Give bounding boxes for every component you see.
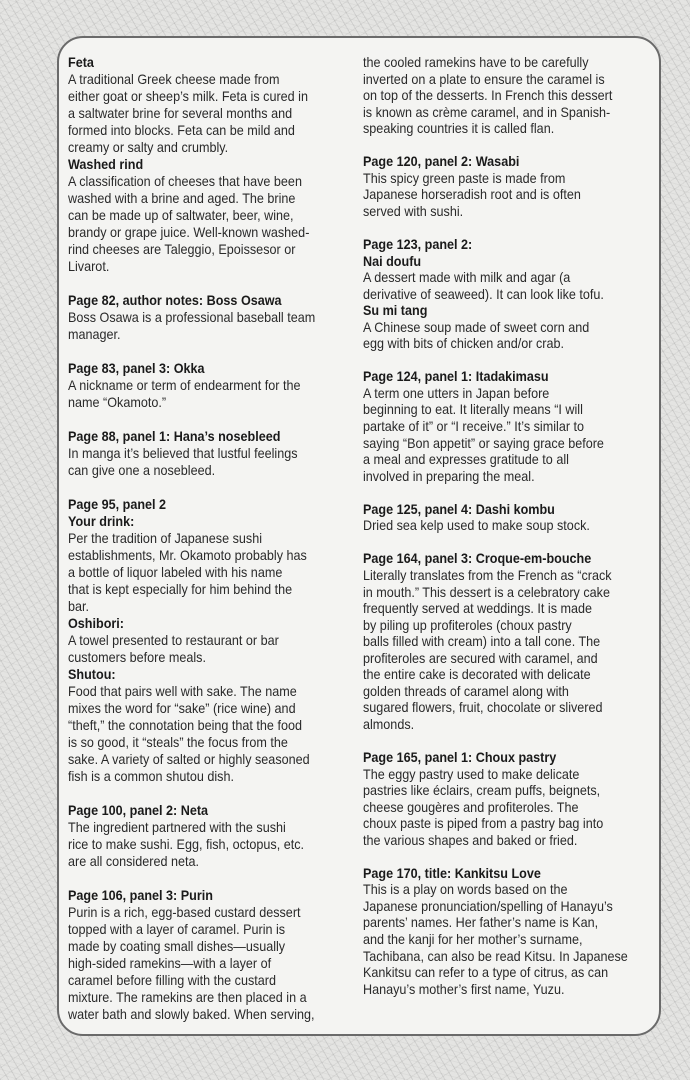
entry-text-line: A dessert made with milk and agar (a [363, 269, 571, 286]
entry-text-line: Japanese pronunciation/spelling of Hanayu’s [363, 897, 613, 914]
entry-text-line: rind cheeses are Taleggio, Epoissesor or [68, 241, 296, 257]
entry-text-line: choux paste is piped from a pastry bag into [363, 815, 604, 832]
entry-text-line: Purin is a rich, egg-based custard dessert [68, 904, 301, 920]
entry-heading: Nai doufu [363, 252, 422, 269]
entry-text-line: formed into blocks. Feta can be mild and [68, 122, 295, 138]
entry-heading: Feta [68, 54, 94, 70]
entry-heading: Washed rind [68, 156, 144, 172]
entry-text-line: A classification of cheeses that have been [68, 173, 302, 189]
entry-text-line: speaking countries it is called flan. [363, 120, 555, 137]
entry-text-line: brandy or grape juice. Well-known washed- [68, 224, 310, 240]
entry-text-line: beginning to eat. It literally means “I will [363, 401, 583, 418]
entry-text-line: profiteroles are secured with caramel, and [363, 649, 598, 666]
entry-text-line: “theft,” the connotation being that the food [68, 717, 302, 733]
entry-text-line: a bottle of liquor labeled with his name [68, 564, 283, 580]
entry-text-line: are all considered neta. [68, 853, 199, 869]
entry-text-line: made by coating small dishes—usually [68, 938, 286, 954]
entry-text-line: partake of it” or “I receive.” It’s similar to [363, 418, 585, 435]
entry-spacer [68, 275, 320, 292]
entry-text-line: This spicy green paste is made from [363, 169, 566, 186]
entry-text-line: parents’ names. Her father’s name is Kan, [363, 914, 599, 931]
entry-spacer [363, 352, 624, 369]
entry-text-line: customers before meals. [68, 649, 206, 665]
entry-text-line: washed with a brine and aged. The brine [68, 190, 296, 206]
entry-text-line: In manga it’s believed that lustful feelings [68, 445, 298, 461]
entry-heading: Page 164, panel 3: Croque-em-bouche [363, 550, 592, 567]
entry-text-line: caramel before filling with the custard [68, 972, 276, 988]
entry-text-line: involved in preparing the meal. [363, 467, 535, 484]
entry-text-line: Literally translates from the French as “crack [363, 566, 612, 583]
entry-text-line: either goat or sheep’s milk. Feta is cured in [68, 88, 308, 104]
entry-text-line: Hanayu’s mother’s first name, Yuzu. [363, 980, 565, 997]
entry-text-line: A traditional Greek cheese made from [68, 71, 280, 87]
entry-heading: Page 100, panel 2: Neta [68, 802, 209, 818]
entry-text-line: balls filled with cream) into a tall cone. The [363, 633, 601, 650]
entry-text-line: sake. A variety of salted or highly seasoned [68, 751, 310, 767]
entry-heading: Page 170, title: Kankitsu Love [363, 864, 541, 881]
entry-heading: Page 125, panel 4: Dashi kombu [363, 500, 555, 517]
entry-text-line: on top of the desserts. In French this dessert [363, 87, 613, 104]
entry-heading: Page 106, panel 3: Purin [68, 887, 213, 903]
entry-spacer [68, 479, 320, 496]
entry-text-line: rice to make sushi. Egg, fish, octopus, etc. [68, 836, 305, 852]
entry-heading: Your drink: [68, 513, 135, 529]
entry-text-line: sugared flowers, fruit, chocolate or slivered [363, 699, 603, 716]
entry-text-line: that is kept especially for him behind the [68, 581, 293, 597]
entry-text-line: The eggy pastry used to make delicate [363, 765, 580, 782]
entry-text-line: A Chinese soup made of sweet corn and [363, 318, 590, 335]
entry-text-line: can be made up of saltwater, beer, wine, [68, 207, 294, 223]
entry-text-line: A term one utters in Japan before [363, 384, 550, 401]
entry-text-line: topped with a layer of caramel. Purin is [68, 921, 286, 937]
entry-text-line: mixture. The ramekins are then placed in a [68, 989, 307, 1005]
entry-text-line: A towel presented to restaurant or bar [68, 632, 279, 648]
entry-text-line: high-sided ramekins—with a layer of [68, 955, 272, 971]
entry-text-line: a meal and expresses gratitude to all [363, 451, 569, 468]
entry-heading: Oshibori: [68, 615, 125, 631]
entry-text-line: golden threads of caramel along with [363, 682, 569, 699]
entry-spacer [68, 343, 320, 360]
entry-heading: Page 124, panel 1: Itadakimasu [363, 368, 549, 385]
entry-text-line: fish is a common shutou dish. [68, 768, 234, 784]
entry-heading: Page 95, panel 2 [68, 496, 167, 512]
entry-spacer [68, 870, 320, 887]
entry-text-line: A nickname or term of endearment for the [68, 377, 301, 393]
entry-heading: Su mi tang [363, 302, 428, 319]
entry-text-line: Per the tradition of Japanese sushi [68, 530, 263, 546]
entry-text-line: inverted on a plate to ensure the caramel is [363, 70, 605, 87]
entry-text-line: cheese gougères and profiteroles. The [363, 798, 579, 815]
entry-heading: Page 123, panel 2: [363, 236, 473, 253]
entry-text-line: egg with bits of chicken and/or crab. [363, 335, 565, 352]
entry-text-line: Dried sea kelp used to make soup stock. [363, 517, 590, 534]
entry-text-line: can give one a nosebleed. [68, 462, 216, 478]
entry-text-line: name “Okamoto.” [68, 394, 167, 410]
entry-text-line: creamy or salty and crumbly. [68, 139, 229, 155]
entry-text-line: served with sushi. [363, 202, 464, 219]
entry-text-line: derivative of seaweed). It can look like tofu. [363, 285, 604, 302]
entry-spacer [363, 848, 624, 865]
entry-heading: Page 82, author notes: Boss Osawa [68, 292, 282, 308]
entry-text-line: a saltwater brine for several months and [68, 105, 293, 121]
entry-spacer [68, 785, 320, 802]
entry-text-line: the various shapes and baked or fried. [363, 831, 578, 848]
entry-heading: Page 120, panel 2: Wasabi [363, 153, 520, 170]
entry-text-line: Livarot. [68, 258, 110, 274]
entry-text-line: bar. [68, 598, 90, 614]
entry-text-line: is known as crème caramel, and in Spanish- [363, 103, 611, 120]
entry-text-line: is so good, it “steals” the focus from the [68, 734, 288, 750]
entry-spacer [363, 137, 624, 154]
entry-text-line: The ingredient partnered with the sushi [68, 819, 286, 835]
entry-text-line: in mouth.” This dessert is a celebratory cake [363, 583, 610, 600]
entry-spacer [68, 411, 320, 428]
entry-heading: Shutou: [68, 666, 116, 682]
entry-text-line: saying “Bon appetit” or saying grace before [363, 434, 604, 451]
glossary-column-left [68, 54, 348, 1023]
entry-text-line: mixes the word for “sake” (rice wine) and [68, 700, 296, 716]
entry-text-line: almonds. [363, 715, 415, 732]
entry-spacer [363, 484, 624, 501]
entry-heading: Page 165, panel 1: Choux pastry [363, 748, 557, 765]
entry-text-line: water bath and slowly baked. When serving, [68, 1006, 315, 1022]
entry-text-line: pastries like éclairs, cream puffs, beignets, [363, 782, 601, 799]
entry-heading: Page 83, panel 3: Okka [68, 360, 205, 376]
entry-text-line: frequently served at weddings. It is made [363, 600, 593, 617]
entry-text-line: Tachibana, can also be read Kitsu. In Japanese [363, 947, 628, 964]
entry-text-line: Kankitsu can refer to a type of citrus, as can [363, 964, 609, 981]
entry-text-line: the entire cake is decorated with delicate [363, 666, 591, 683]
entry-heading: Page 88, panel 1: Hana’s nosebleed [68, 428, 281, 444]
entry-text-line: the cooled ramekins have to be carefully [363, 54, 589, 70]
entry-text-line: Food that pairs well with sake. The name [68, 683, 297, 699]
entry-text-line: Japanese horseradish root and is often [363, 186, 581, 203]
entry-text-line: establishments, Mr. Okamoto probably has [68, 547, 307, 563]
entry-spacer [363, 219, 624, 236]
entry-spacer [363, 534, 624, 551]
entry-spacer [363, 732, 624, 749]
entry-text-line: manager. [68, 326, 121, 342]
entry-text-line: This is a play on words based on the [363, 881, 568, 898]
entry-text-line: Boss Osawa is a professional baseball team [68, 309, 316, 325]
glossary-column-right [363, 54, 653, 997]
entry-text-line: by piling up profiteroles (choux pastry [363, 616, 572, 633]
entry-text-line: and the kanji for her mother’s surname, [363, 930, 583, 947]
